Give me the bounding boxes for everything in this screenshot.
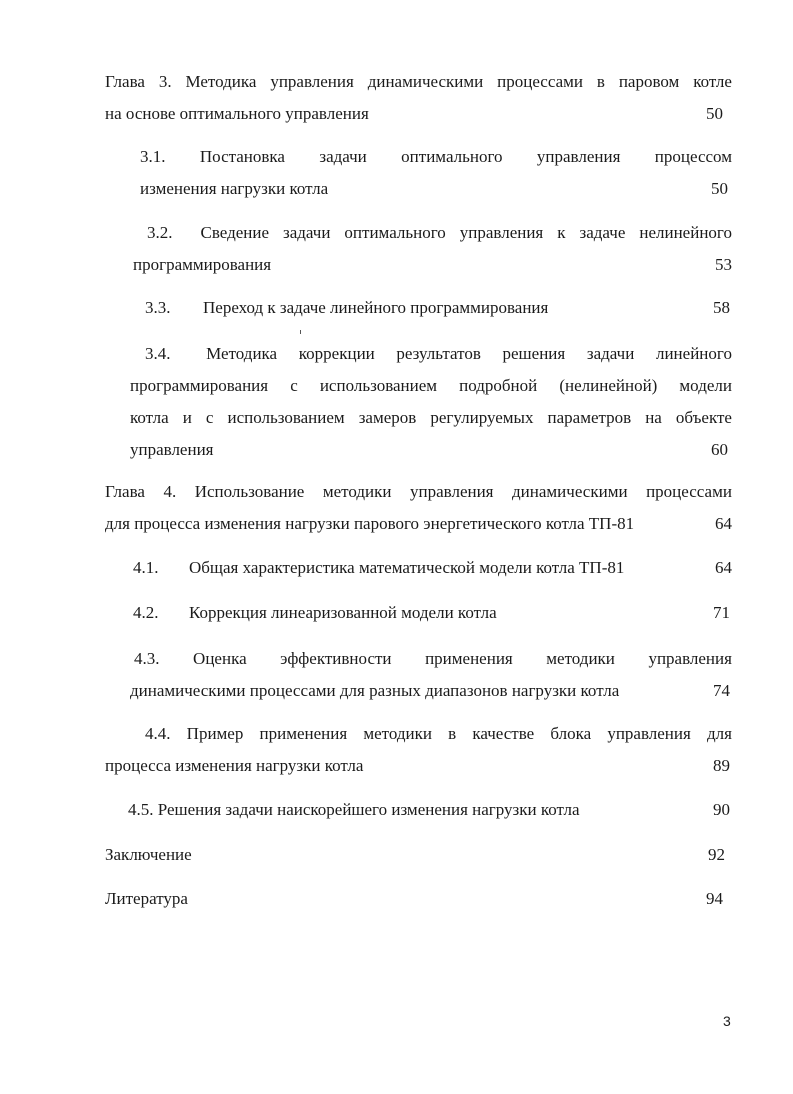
toc-word: подробной [459,376,538,395]
toc-line [105,839,725,871]
toc-word: Глава [105,72,145,91]
toc-line [128,794,730,826]
toc-word: регулируемых [430,408,534,427]
toc-line [133,217,732,249]
toc-word: задачи [586,344,635,363]
toc-section-3-3 [145,292,730,324]
toc-line [105,66,732,98]
toc-section-number: 4.3. [134,649,160,668]
toc-word: модели [679,376,732,395]
toc-section-number: 3.1. [140,147,166,166]
toc-page-number: 50 [706,104,723,123]
toc-word: процессом [654,147,732,166]
toc-word: и [182,408,192,427]
toc-word: котла [130,408,169,427]
toc-word: 3. [158,72,172,91]
toc-word: с [205,408,214,427]
toc-line [105,476,732,508]
toc-line [105,883,723,915]
toc-line [130,402,732,434]
toc-page-number: 64 [715,558,732,577]
page-number: 3 [723,1013,731,1029]
toc-word: Методика [185,72,257,91]
toc-section-3-4 [130,338,732,466]
toc-word: программирования [130,376,269,395]
toc-text: изменения нагрузки котла [140,179,329,198]
toc-word: Использование [194,482,305,501]
toc-word: нелинейного [639,223,732,242]
toc-line [105,718,732,750]
toc-word: оптимального [401,147,503,166]
toc-word: задаче [579,223,626,242]
toc-text: процесса изменения нагрузки котла [105,756,364,775]
toc-word: в [596,72,605,91]
toc-section-number: 4.1. [133,558,159,577]
toc-line [130,338,732,370]
toc-page-number: 58 [713,298,730,317]
toc-word: методики [363,724,432,743]
toc-word: задачи [283,223,331,242]
toc-text: Литература [105,889,188,908]
toc-section-number: 4.4. [145,724,171,743]
toc-word: параметров [547,408,632,427]
toc-word: Сведение [200,223,270,242]
toc-page-number: 89 [713,756,730,775]
toc-word: задачи [319,147,367,166]
toc-section-3-1 [140,141,732,205]
toc-word: применения [425,649,513,668]
toc-line [105,508,732,540]
toc-word: использованием [319,376,438,395]
toc-line [133,249,732,281]
toc-word: котле [693,72,732,91]
toc-line [130,675,732,707]
toc-word: в [448,724,457,743]
toc-page-number: 94 [706,889,723,908]
toc-word: управления [648,649,732,668]
toc-word: Пример [186,724,244,743]
toc-word: к [557,223,566,242]
toc-word: методики [322,482,392,501]
toc-word: эффективности [280,649,392,668]
toc-word: управления [536,147,621,166]
toc-word: процессами [646,482,732,501]
toc-word: динамическими [367,72,484,91]
toc-section-number: 3.2. [147,223,173,242]
toc-word: процессами [497,72,583,91]
toc-page-number: 50 [711,179,728,198]
toc-page-number: 64 [715,514,732,533]
toc-word: 4. [163,482,177,501]
toc-line [133,597,730,629]
toc-word: управления [410,482,494,501]
toc-page-number: 60 [711,440,728,459]
toc-line [133,552,732,584]
toc-word: результатов [396,344,481,363]
toc-section-number: 3.3. [145,298,171,317]
toc-line [130,434,732,466]
toc-page-number: 90 [713,800,730,819]
toc-text: Общая характеристика математической модели котла ТП-81 [189,558,625,577]
toc-word: для [706,724,732,743]
toc-chapter-4 [105,476,732,540]
toc-text: Заключение [105,845,192,864]
toc-word: Методика [206,344,278,363]
toc-chapter-3 [105,66,732,130]
toc-word: Оценка [193,649,247,668]
toc-line [145,292,730,324]
toc-text: динамическими процессами для разных диапазонов нагрузки котла [130,681,620,700]
toc-conclusion [105,839,725,871]
toc-line [140,173,732,205]
toc-text: программирования [133,255,272,274]
toc-word: объекте [675,408,732,427]
toc-word: динамическими [512,482,628,501]
toc-word: управления [270,72,354,91]
toc-text: для процесса изменения нагрузки парового энергетического котла ТП-81 [105,514,635,533]
toc-word: Глава [105,482,145,501]
toc-word: решения [502,344,566,363]
toc-literature [105,883,723,915]
toc-word: коррекции [298,344,375,363]
toc-section-4-1 [133,552,732,584]
toc-word: применения [259,724,348,743]
toc-page-number: 92 [708,845,725,864]
toc-word: оптимального [344,223,446,242]
toc-line [130,370,732,402]
toc-word: линейного [655,344,732,363]
toc-section-number: 3.4. [145,344,171,363]
toc-word: (нелинейной) [559,376,658,395]
toc-line [105,750,732,782]
toc-word: управления [607,724,691,743]
toc-text: на основе оптимального управления [105,104,369,123]
toc-word: методики [546,649,615,668]
toc-word: замеров [358,408,417,427]
toc-word: управления [459,223,544,242]
toc-word: использованием [227,408,345,427]
toc-section-4-2 [133,597,730,629]
toc-page-number: 74 [713,681,730,700]
scan-artifact [300,330,301,334]
toc-section-3-2 [133,217,732,281]
toc-word: паровом [618,72,680,91]
toc-text: Коррекция линеаризованной модели котла [189,603,497,622]
toc-word: с [290,376,298,395]
toc-word: Постановка [199,147,285,166]
toc-word: на [645,408,662,427]
toc-text: 4.5. Решения задачи наискорейшего изменения нагрузки котла [128,800,580,819]
toc-text: Переход к задаче линейного программирования [203,298,549,317]
toc-section-4-4 [105,718,732,782]
toc-page-number: 53 [715,255,732,274]
toc-line [130,643,732,675]
toc-line [105,98,732,130]
toc-line [140,141,732,173]
toc-section-4-5 [128,794,730,826]
toc-text: управления [130,440,214,459]
toc-page-number: 71 [713,603,730,622]
toc-word: качестве [472,724,535,743]
toc-section-4-3 [130,643,732,707]
toc-word: блока [550,724,592,743]
toc-section-number: 4.2. [133,603,159,622]
